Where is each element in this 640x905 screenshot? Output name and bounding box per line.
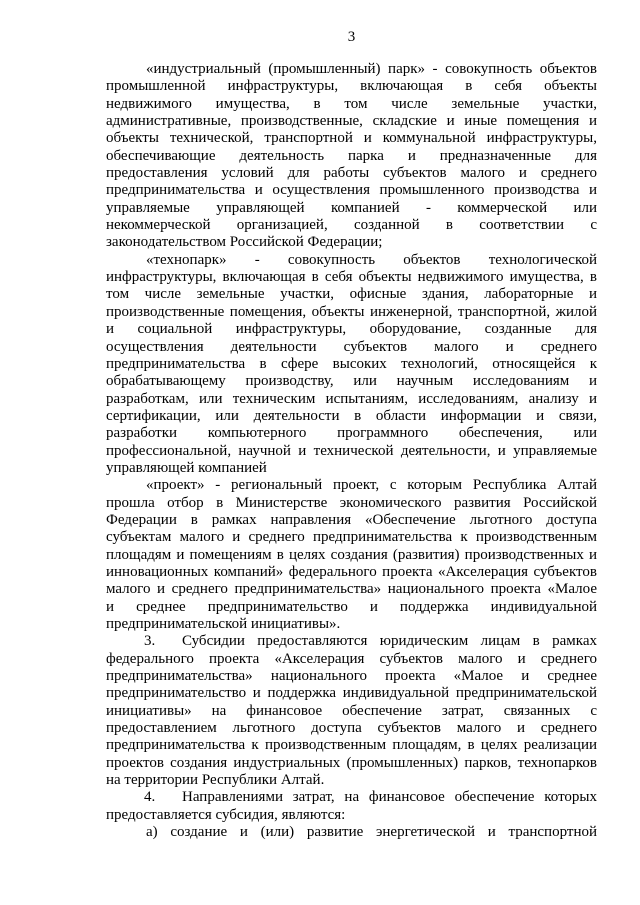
text-line: том числе земельные участки, офисные здания, лабораторные и [106,286,597,303]
text-line: промышленной инфраструктуры, включающая в себя объекты [106,78,597,95]
text-line: площадям и помещениям в целях создания (развития) производственных и [106,546,597,563]
text-line: разработкам, или техническим испытаниям, исследованиям, анализу и [106,390,597,407]
text-line: инфраструктуры, включающая в себя объекты недвижимого имущества, в [106,269,597,286]
clause-text: Субсидии предоставляются юридическим лицам в рамках [182,633,597,650]
clause-text: Направлениями затрат, на финансовое обеспечение которых [182,789,597,806]
text-line: предоставления условий для работы субъектов малого и среднего [106,165,597,182]
text-line: инициативы» на финансовое обеспечение затрат, связанных с [106,702,597,719]
text-line: предпринимательства и осуществления промышленного производства и [106,182,597,199]
text-line: Федерации в рамках направления «Обеспечение льготного доступа [106,511,597,528]
clause-number: 3. [144,633,156,650]
text-line: федерального проекта «Акселерация субъектов малого и среднего [106,650,597,667]
text-line: некоммерческой организацией, созданной в соответствии с [106,217,597,234]
text-line [106,789,597,806]
text-line: проектов создания индустриальных (промышленных) парков, технопарков [106,754,597,771]
text-line: законодательством Российской Федерации; [106,234,383,251]
text-line: и социальной инфраструктуры, оборудование, созданные для [106,321,597,338]
text-line: субъектам малого и среднего предпринимательства к производственным [106,529,597,546]
text-line: сертификации, или деятельности в области информации и связи, [106,407,597,424]
text-line: административные, производственные, складские и иные помещения и [106,113,597,130]
text-line [106,633,597,650]
text-line: обеспечивающие деятельность парка и предназначенные для [106,147,597,164]
text-line: «технопарк» - совокупность объектов технологической [146,251,597,268]
text-line: управляемые управляющей компанией - коммерческой или [106,199,597,216]
text-line: разработки компьютерного программного обеспечения, или [106,425,597,442]
text-line: объекты технической, транспортной и коммунальной инфраструктуры, [106,130,597,147]
text-line: а) создание и (или) развитие энергетической и транспортной [146,824,597,841]
text-line: прошла отбор в Министерстве экономического развития Российской [106,494,597,511]
text-line: на территории Республики Алтай. [106,772,325,789]
paragraph-industrial-park-definition [106,61,597,252]
text-line: обрабатывающему производству, или научным исследованиям и [106,373,597,390]
page-number: 3 [347,29,356,45]
text-line: осуществления деятельности субъектов малого и среднего [106,338,597,355]
text-line: предпринимательства к производственным площадям, в целях реализации [106,737,597,754]
paragraph-project-definition [106,477,597,633]
text-line: предоставлением льготного доступа субъектов малого и среднего [106,720,597,737]
paragraph-technopark-definition [106,252,597,477]
document-body [106,61,597,841]
clause-3 [106,633,597,789]
clause-4 [106,789,597,824]
text-line: «индустриальный (промышленный) парк» - совокупность объектов [146,61,597,77]
text-line: управляющей компанией [106,459,267,476]
text-line: профессиональной, научной и технической деятельности, и управляемые [106,442,597,459]
list-item-a [106,824,597,841]
text-line: предпринимательства в сфере высоких технологий, относящейся к [106,355,597,372]
text-line: и среднее предпринимательство и поддержка индивидуальной [106,598,597,615]
text-line: «проект» - региональный проект, с которым Республика Алтай [146,477,597,494]
text-line: предпринимательство и поддержка индивидуальной предпринимательской [106,685,597,702]
text-line: предоставляется субсидия, являются: [106,806,346,823]
clause-number: 4. [144,789,156,806]
text-line: недвижимого имущества, в том числе земельные участки, [106,95,597,112]
text-line: инновационных компаний» федерального проекта «Акселерация субъектов [106,563,597,580]
text-line: предпринимательства» национального проекта «Малое и среднее [106,668,597,685]
text-line: предпринимательской инициативы». [106,616,341,632]
text-line: производственные помещения, объекты инженерной, транспортной, жилой [106,303,597,320]
text-line: малого и среднего предпринимательства» национального проекта «Малое [106,581,597,598]
